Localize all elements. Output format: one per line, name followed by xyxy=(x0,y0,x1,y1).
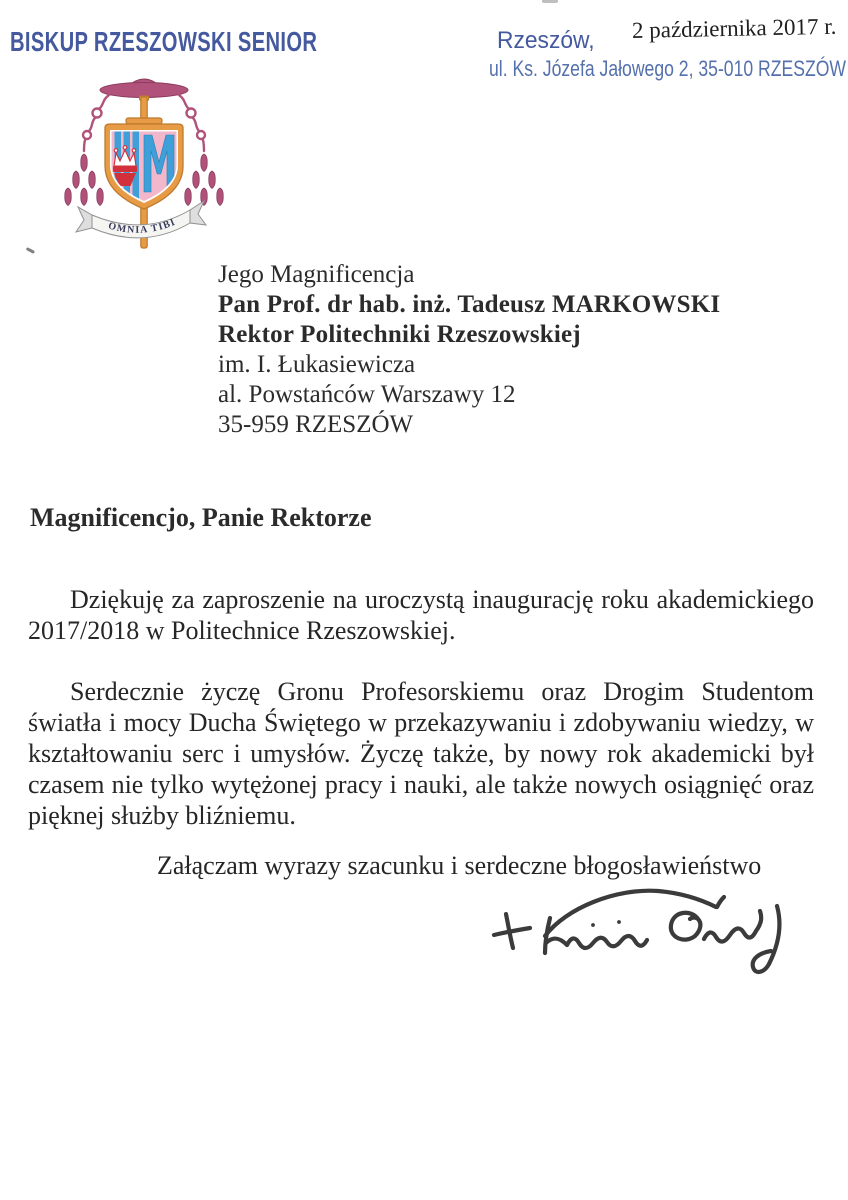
recipient-block xyxy=(218,260,720,440)
galero-cords-right xyxy=(179,95,223,206)
body-paragraph-1: Dziękuję za zaproszenie na uroczystą inaugurację roku akademickiego 2017/2018 w Politechnice Rzeszowskiej. xyxy=(28,585,814,645)
scan-artifact-edge xyxy=(542,0,558,3)
letterhead-address: ul. Ks. Józefa Jałowego 2, 35-010 RZESZÓW xyxy=(489,56,847,81)
body-paragraph-2: Serdecznie życzę Gronu Profesorskiemu oraz Drogim Studentom światła i mocy Ducha Świętego w przekazywaniu i zdobywaniu wiedzy, w kształtowaniu serc i umysłów. Życzę także, by nowy rok akademicki był czasem nie tylko wytężonej pracy i nauki, ale także nowych osiągnięć oraz pięknej służby bliźniemu. xyxy=(28,677,814,830)
recipient-line: Jego Magnificencja xyxy=(218,261,415,288)
recipient-line: Pan Prof. dr hab. inż. Tadeusz MARKOWSKI xyxy=(218,291,721,318)
recipient-line: Rektor Politechniki Rzeszowskiej xyxy=(218,321,581,348)
recipient-line: 35-959 RZESZÓW xyxy=(218,411,414,438)
recipient-line: im. I. Łukasiewicza xyxy=(218,351,416,378)
closing-line: Załączam wyrazy szacunku i serdeczne błogosławieństwo xyxy=(157,851,762,880)
galero-cords-left xyxy=(65,95,109,206)
galero-hat xyxy=(100,79,188,98)
letterhead-date: 2 października 2017 r. xyxy=(631,13,837,43)
recipient-line: al. Powstańców Warszawy 12 xyxy=(218,381,516,408)
sender-title: BISKUP RZESZOWSKI SENIOR xyxy=(10,26,318,57)
handwritten-signature xyxy=(484,876,796,982)
scan-artifact-mark xyxy=(26,247,35,253)
salutation: Magnificencjo, Panie Rektorze xyxy=(30,503,372,532)
letter-body xyxy=(28,584,814,861)
letterhead-place: Rzeszów, xyxy=(497,27,595,54)
episcopal-coat-of-arms-icon xyxy=(64,74,226,250)
motto-text: OMNIA TIBI xyxy=(107,216,178,236)
shield xyxy=(105,124,183,209)
